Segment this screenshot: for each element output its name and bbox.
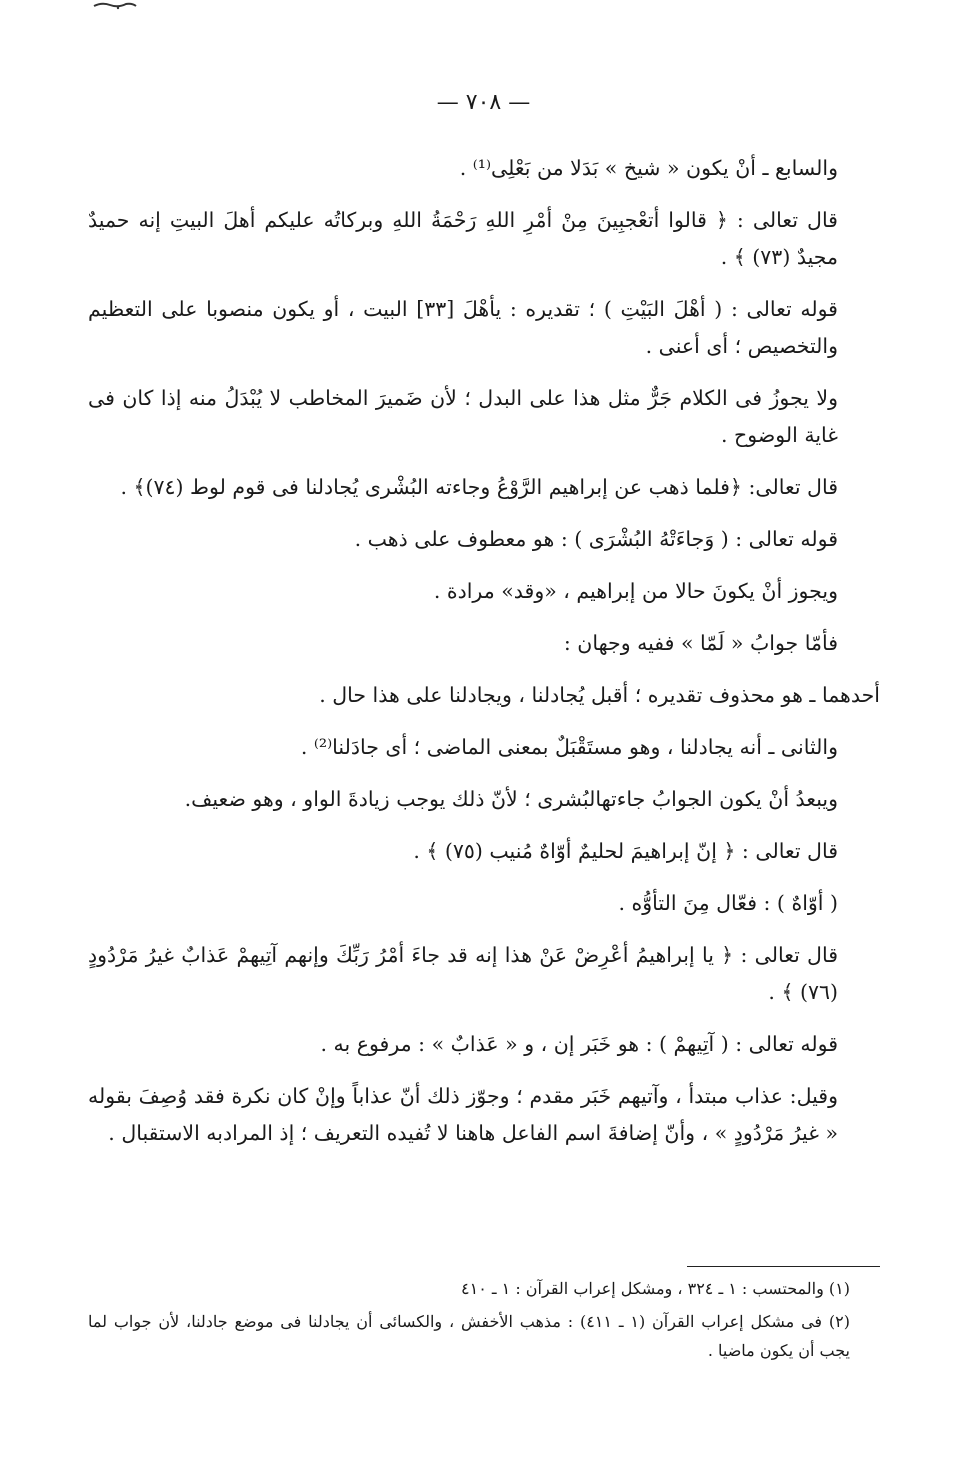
paragraph: فأمّا جوابُ « لَمّا » ففيه وجهان :: [563, 631, 838, 655]
paragraph: ويبعدُ أنْ يكون الجوابُ جاءتهالبُشرى ؛ لأنّ ذلك يوجب زيادةَ الواو ، وهو ضعيف.: [184, 787, 838, 811]
paragraph: والثانى ـ أنه يجادلنا ، وهو مستَقْبَلٌ بمعنى الماضى ؛ أى جادَلنا⁽²⁾ .: [300, 735, 838, 759]
paragraph: أحدهما ـ هو محذوف تقديره ؛ أقبل يُجادلنا ، ويجادلنا على هذا حال .: [319, 683, 880, 707]
page-number: — ٧٠٨ —: [436, 90, 531, 115]
paragraph: ولا يجوزُ فى الكلام جَرٌّ مثل هذا على البدل ؛ لأن ضَميرَ المخاطب لا يُبْدَلُ منه إذا كان فى غاية الوضوح .: [88, 386, 838, 447]
main-text: [88, 150, 880, 1167]
paragraph: قوله تعالى : ( وَجاءَتْهُ البُشْرَى ) : هو معطوف على ذهب .: [354, 527, 838, 551]
corner-ink-mark: [92, 0, 138, 10]
paragraph: قال تعالى: ﴿فلما ذهب عن إبراهيم الرَّوْعُ وجاءته البُشْرى يُجادلنا فى قوم لوط (٧٤)﴾ .: [120, 475, 838, 499]
paragraph: والسابع ـ أنْ يكون « شيخ » بَدَلا من بَعْلِى⁽¹⁾ .: [459, 156, 838, 180]
paragraph: قوله تعالى : ( أهْلَ البَيْتِ ) ؛ تقديره : يأهْلَ [٣٣] البيت ، أو يكون منصوبا على التعظيم والتخصيص ؛ أى أعنى .: [88, 297, 838, 358]
footnote: (٢) فى مشكل إعراب القرآن (١ ـ ٤١١) : مذهب الأخفش ، والكسائى أن يجادلنا فى موضع جادلنا، لأن جواب لما يجب أن يكون ماضيا .: [88, 1312, 850, 1360]
paragraph: قوله تعالى : ( آتِيهمْ ) : هو خَبَر إن ، و « عَذابٌ » : مرفوع به .: [320, 1032, 838, 1056]
footnote-divider: [687, 1266, 880, 1267]
paragraph: قال تعالى : ﴿ قالوا أتعْجبِينَ مِنْ أمْرِ اللهِ رَحْمَةُ اللهِ وبركاتُه عليكم أهلَ البيتِ إنه حميدٌ مجيدٌ (٧٣) ﴾ .: [88, 208, 838, 269]
paragraph: قال تعالى : ﴿ يا إبراهيمُ أعْرِضْ عَنْ هذا إنه قد جاءَ أمْرُ رَبِّكَ وإنهم آتِيهمْ عَذابٌ غيرُ مَرْدُودٍ (٧٦) ﴾ .: [88, 943, 838, 1004]
footnote: (١) والمحتسب : ١ ـ ٣٢٤ ، ومشكل إعراب القرآن : ١ ـ ٤١٠: [461, 1279, 850, 1298]
paragraph: ويجوز أنْ يكونَ حالا من إبراهيم ، «وقد» مرادة .: [433, 579, 838, 603]
paragraph: ( أوّاهٌ ) : فعّال مِنَ التأوُّه .: [618, 891, 838, 915]
paragraph: وقيل: عذاب مبتدأ ، وآتيهم خَبَر مقدم ؛ وجوّز ذلك أنّ عذاباً وإنْ كان نكرة فقد وُصِفَ بقوله « غيرُ مَرْدُودٍ » ، وأنّ إضافةَ اسم الفاعل هاهنا لا تُفيده التعريف ؛ إذ المرادبه الاستقبال .: [88, 1084, 838, 1145]
paragraph: قال تعالى : ﴿ إنّ إبراهيمَ لحليمٌ أوّاهٌ مُنيب (٧٥) ﴾ .: [413, 839, 838, 863]
footnotes: [88, 1274, 880, 1369]
